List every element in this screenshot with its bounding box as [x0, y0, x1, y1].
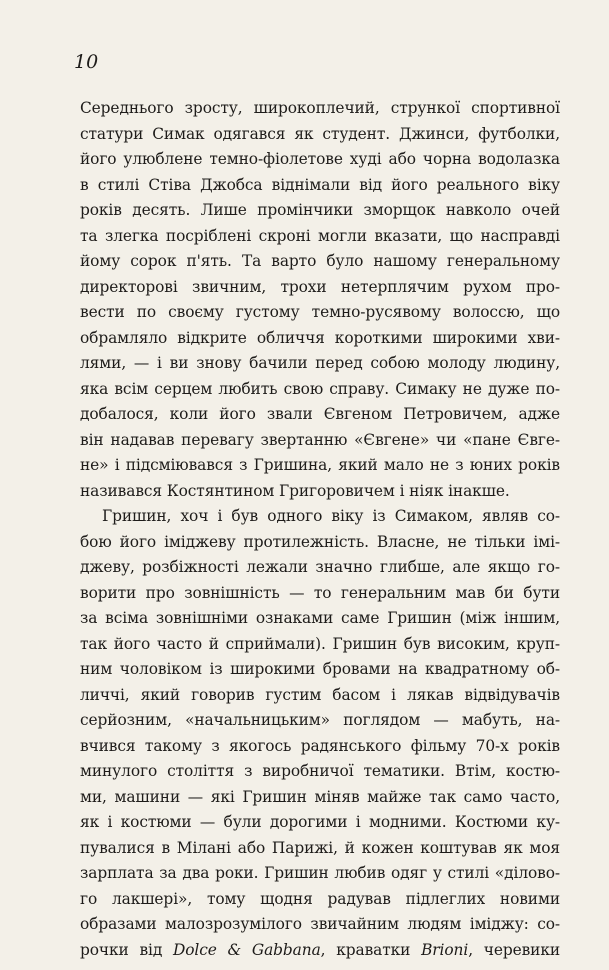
line-suffix: , черевики — [468, 940, 560, 959]
text-line: за всіма зовнішніми ознаками саме Гришин (між іншим, — [80, 609, 560, 627]
text-line: його улюблене темно-фіолетове худі або чорна водолазка — [80, 150, 560, 168]
text-line: так його часто й сприймали). Гришин був високим, круп- — [80, 634, 560, 653]
text-line: вести по своєму густому темно-русявому волоссю, що — [80, 303, 560, 321]
text-line: Середнього зросту, широкоплечий, стрункої спортивної — [80, 99, 560, 117]
text-line: статури Симак одягався як студент. Джинси, футболки, — [80, 124, 560, 143]
text-line: джеву, розбіжності лежали значно глибше, але якщо го- — [80, 558, 560, 576]
text-line: пувалися в Мілані або Парижі, й кожен коштував як моя — [80, 838, 560, 857]
brand-dolce-gabbana: Dolce & Gabbana — [173, 940, 321, 959]
text-line: директорові звичним, трохи нетерплячим рухом про- — [80, 277, 560, 296]
text-line: образами малозрозумілого звичайним людям іміджу: со- — [80, 915, 560, 933]
paragraph-start-line: Гришин, хоч і був одного віку із Симаком, являв со- — [102, 507, 560, 525]
page-number: 10 — [74, 51, 99, 73]
text-line: ворити про зовнішність — то генеральним мав би бути — [80, 583, 560, 602]
text-line: личчі, який говорив густим басом і лякав відвідувачів — [80, 685, 560, 704]
text-line: ним чоловіком із широкими бровами на квадратному об- — [80, 660, 560, 678]
text-line: ми, машини — які Гришин міняв майже так само часто, — [80, 787, 560, 806]
body-text — [80, 96, 560, 963]
text-line: років десять. Лише промінчики зморщок навколо очей — [80, 201, 560, 219]
paragraph-end-line: називався Костянтином Григоровичем і ніяк інакше. — [80, 481, 510, 500]
text-line: добалося, коли його звали Євгеном Петровичем, адже — [80, 405, 560, 423]
text-line: серйозним, «начальницьким» поглядом — мабуть, на- — [80, 711, 560, 729]
brand-brioni: Brioni — [421, 940, 469, 959]
text-line: обрамляло відкрите обличчя короткими широкими хви- — [80, 328, 560, 347]
text-line: бою його іміджеву протилежність. Власне, не тільки імі- — [80, 532, 560, 551]
line-prefix: рочки від — [80, 940, 173, 959]
line-middle: , краватки — [320, 940, 422, 959]
text-line: та злегка посріблені скроні могли вказати, що насправді — [80, 226, 560, 245]
text-line: в стилі Стіва Джобса віднімали від його реального віку — [80, 175, 560, 194]
text-line: не» і підсміювався з Гришина, який мало не з юних років — [80, 456, 560, 474]
text-line: го лакшері», тому щодня радував підлеглих новими — [80, 889, 560, 908]
text-line: минулого століття з виробничої тематики. Втім, костю- — [80, 762, 560, 780]
text-line: вчився такому з якогось радянського фільму 70-х років — [80, 736, 560, 755]
text-line: яка всім серцем любить свою справу. Симаку не дуже по- — [80, 379, 560, 398]
text-line: як і костюми — були дорогими і модними. Костюми ку- — [80, 813, 560, 831]
text-line: він надавав перевагу звертанню «Євгене» чи «пане Євге- — [80, 430, 560, 449]
text-line-with-brands — [80, 938, 560, 964]
text-line: лями, — і ви знову бачили перед собою молоду людину, — [80, 354, 560, 372]
text-line: зарплата за два роки. Гришин любив одяг у стилі «ділово- — [80, 864, 560, 882]
text-line: йому сорок п'ять. Та варто було нашому генеральному — [80, 252, 560, 270]
